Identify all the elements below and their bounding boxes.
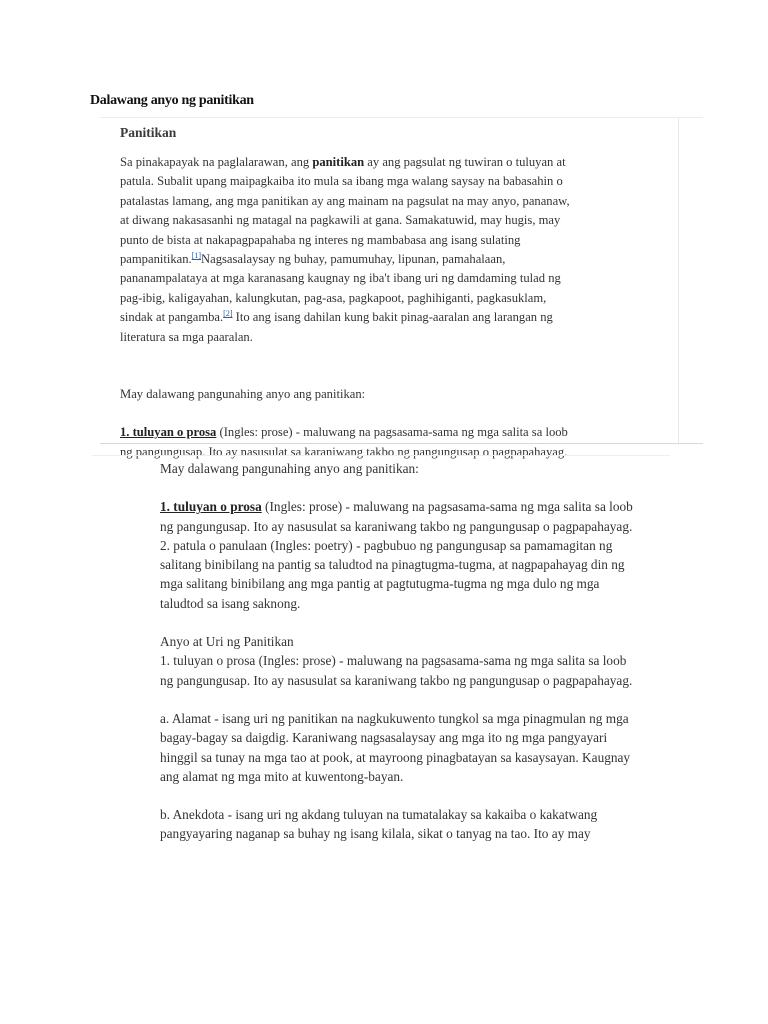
text-line: pangyayaring naganap sa buhay ng isang kilala, sikat o tanyag na tao. Ito ay may — [160, 826, 591, 842]
section-subtitle: Anyo at Uri ng Panitikan — [160, 634, 294, 650]
text-line: patula. Subalit upang maipagkaiba ito mula sa ibang mga walang saysay na babasahin o — [120, 174, 563, 189]
text-line: sindak at pangamba.[2] Ito ang isang dahilan kung bakit pinag-aaralan ang larangan ng — [120, 309, 553, 325]
panitikan-excerpt — [100, 117, 703, 459]
text-line: ng pangungusap. Ito ay nasusulat sa karaniwang takbo ng pangungusap o pagpapahayag. — [160, 518, 633, 534]
text-line: at diwang nakasasanhi ng matagal na pagkawili at gana. Samakatuwid, may hugis, may — [120, 213, 561, 228]
text-line: ng pangungusap. Ito ay nasusulat sa karaniwang takbo ng pangungusap o pagpapahayag. — [160, 672, 633, 688]
text-line: a. Alamat - isang uri ng panitikan na nagkukuwento tungkol sa mga pinagmulan ng mga — [160, 710, 629, 726]
section-heading: Panitikan — [120, 125, 177, 140]
text-line: 1. tuluyan o prosa (Ingles: prose) - maluwang na pagsasama-sama ng mga salita sa loob — [160, 499, 633, 515]
anekdota-paragraph — [160, 805, 655, 844]
intro-line: May dalawang pangunahing anyo ang panitikan: — [120, 387, 366, 402]
citation-link-2[interactable]: [2] — [223, 309, 233, 319]
text-line: 1. tuluyan o prosa (Ingles: prose) - maluwang na pagsasama-sama ng mga salita sa loob — [160, 653, 627, 669]
term-tuluyan: 1. tuluyan o prosa — [160, 499, 262, 515]
text-line: pananampalataya at mga karanasang kaugnay ng iba't ibang uri ng damdaming tulad ng — [120, 271, 561, 286]
alamat-paragraph — [160, 709, 655, 786]
bold-term: panitikan — [312, 155, 365, 169]
term-tuluyan: 1. tuluyan o prosa — [120, 425, 217, 440]
text-line: punto de bista at nakapagpapahaba ng interes ng mambabasa ang isang sulating — [120, 232, 521, 247]
text-line: mga salitang binibilang ang mga pantig at pagtutugma-tugma ng mga dulo ng mga — [160, 576, 600, 592]
text-line: b. Anekdota - isang uri ng akdang tuluyan na tumatalakay sa kakaiba o kakatwang — [160, 807, 598, 823]
text-line: ng pangungusap. Ito ay nasusulat sa karaniwang takbo ng pangungusap o pagpapahayag. — [120, 444, 568, 459]
text-line: hinggil sa tunay na mga tao at pook, at mayroong pinagbatayan sa kasaysayan. Kaugnay — [160, 749, 631, 765]
intro-line: May dalawang pangunahing anyo ang panitikan: — [160, 461, 419, 476]
excerpt-content — [120, 123, 590, 462]
text-line: salitang binibilang na pantig sa taludtod na pinagtugma-tugma, at nagpapahayag din ng — [160, 557, 625, 573]
text-line: pampanitikan.[1]Nagsasalaysay ng buhay, pamumuhay, lipunan, pamahalaan, — [120, 250, 506, 267]
text-line: Sa pinakapayak na paglalarawan, ang panitikan ay ang pagsulat ng tuwiran o tuluyan at — [120, 155, 566, 169]
text-line: ang alamat ng mga mito at kuwentong-bayan. — [160, 768, 404, 784]
text-line: literatura sa mga paaralan. — [120, 329, 253, 344]
text-line: 1. tuluyan o prosa (Ingles: prose) - maluwang na pagsasama-sama ng mga salita sa loob — [120, 425, 568, 440]
forms-list — [160, 497, 655, 613]
anyo-excerpt — [92, 455, 670, 842]
citation-link-1[interactable]: [1] — [191, 250, 202, 260]
text-line: pag-ibig, kaligayahan, kalungkutan, pag-asa, pagkapoot, paghihiganti, pagkasuklam, — [120, 290, 547, 305]
text-line: 2. patula o panulaan (Ingles: poetry) - pagbubuo ng pangungusap sa pamamagitan ng — [160, 537, 613, 553]
definition-paragraph — [120, 153, 590, 347]
excerpt-divider — [678, 118, 679, 445]
page-title: Dalawang anyo ng panitikan — [90, 93, 254, 108]
text-line: patalastas lamang, ang mga panitikan ay ang mainam na pagsulat na may anyo, pananaw, — [120, 193, 570, 208]
text-line: bagay-bagay sa daigdig. Karaniwang nagsasalaysay ang mga ito ng mga pangyayari — [160, 730, 608, 746]
text-line: taludtod sa isang saknong. — [160, 595, 301, 611]
excerpt-content — [160, 459, 655, 844]
